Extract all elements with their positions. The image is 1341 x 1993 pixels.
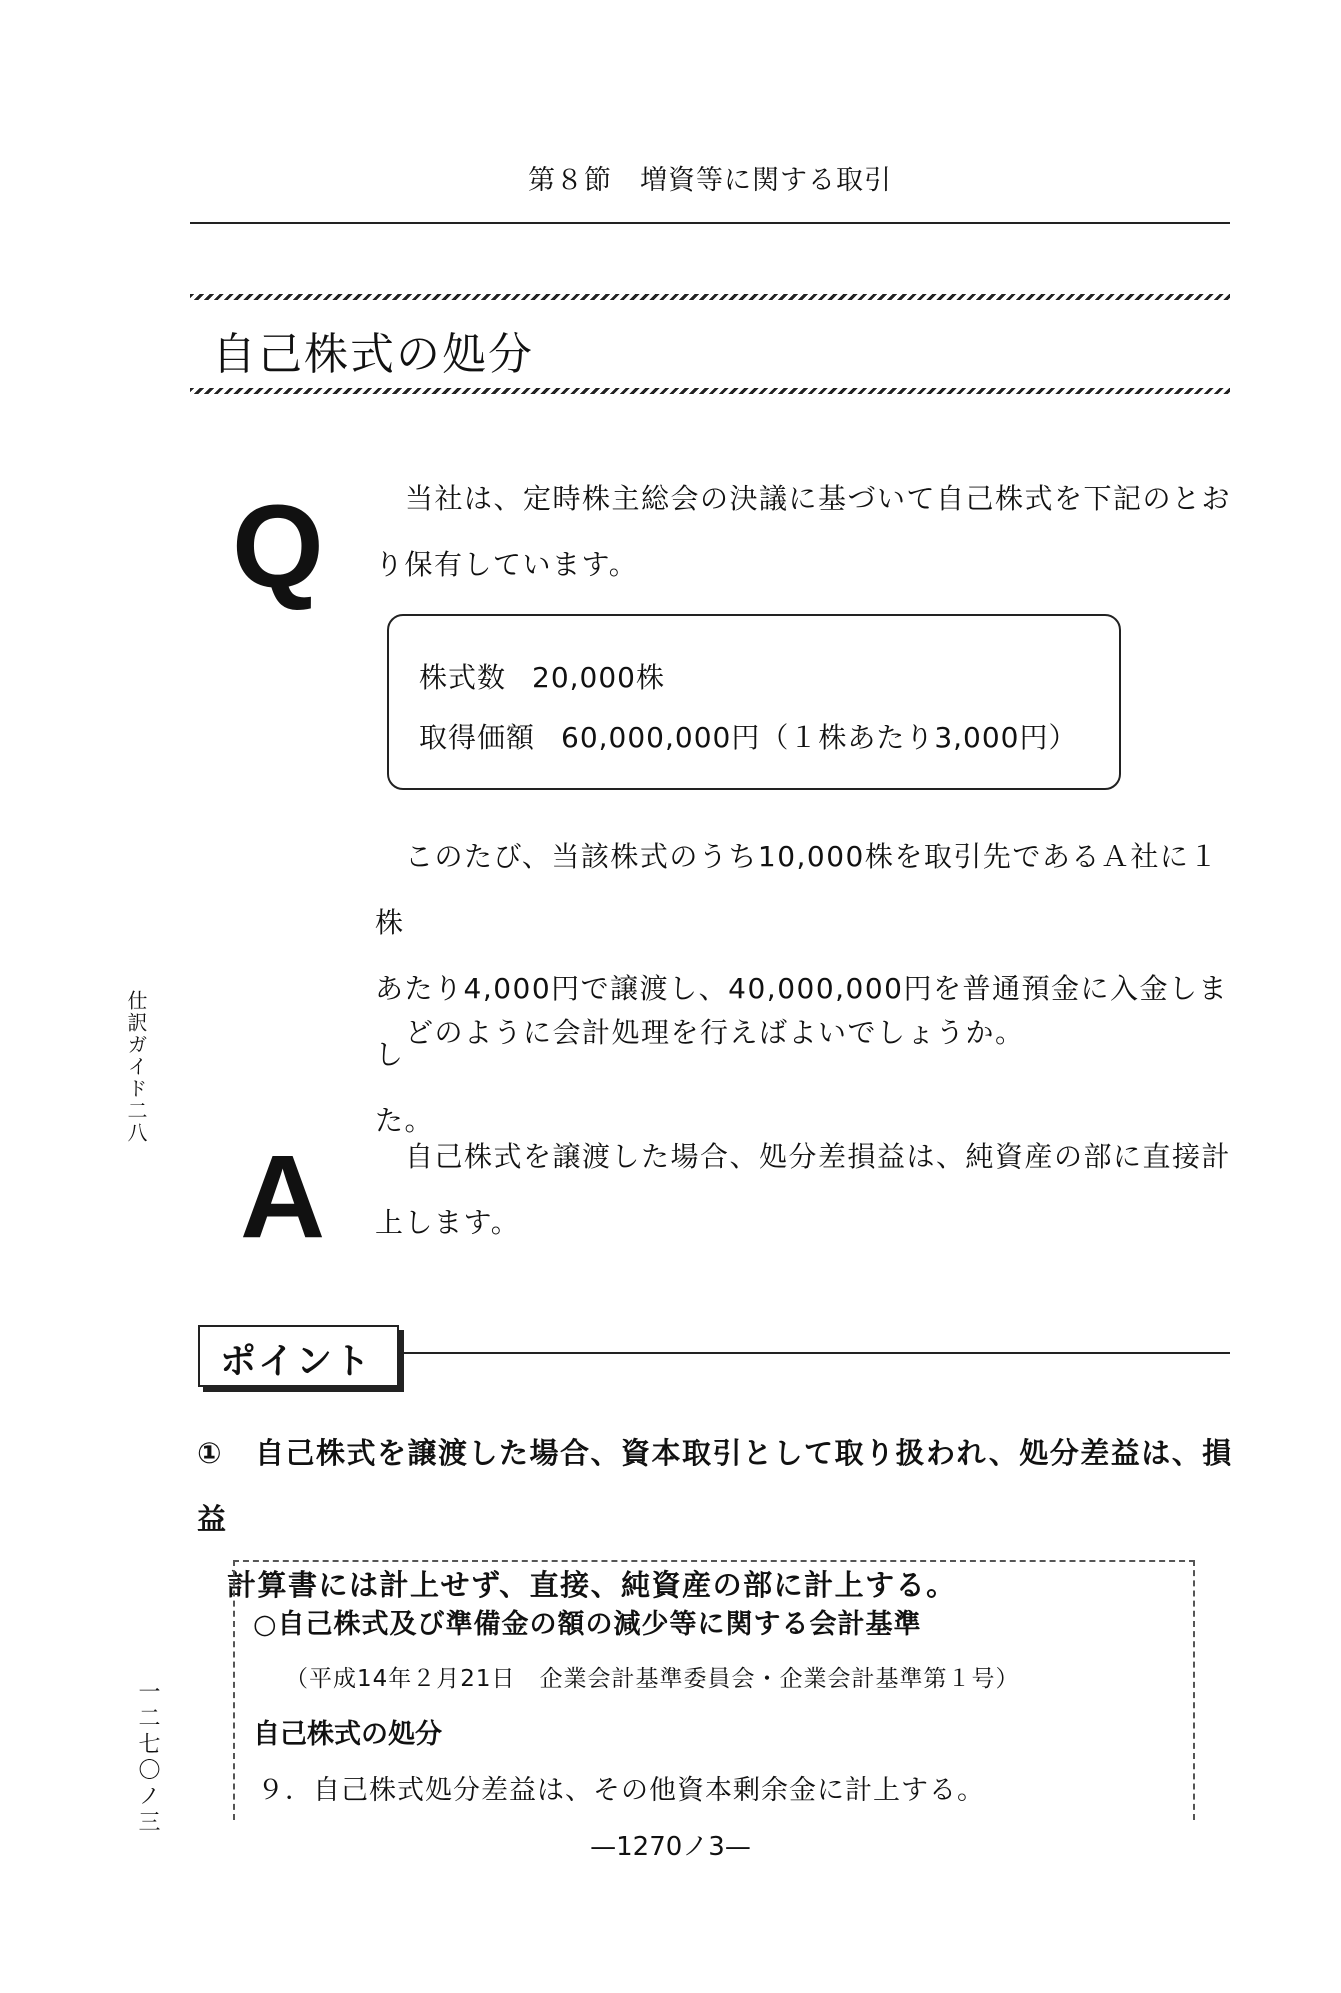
side-book-label: 仕訳ガイド二八 <box>124 990 148 1144</box>
quote-clause: ９．自己株式処分差益は、その他資本剰余金に計上する。 <box>257 1775 985 1806</box>
question-line: どのように会計処理を行えばよいでしょうか。 <box>405 1016 1025 1049</box>
side-page-number: 一二七〇ノ三 <box>135 1680 160 1836</box>
question-line: このたび、当該株式のうち10,000株を取引先であるＡ社に１株 <box>375 840 1219 939</box>
share-count-value: 20,000株 <box>532 661 665 694</box>
question-line: り保有しています。 <box>375 548 639 581</box>
point-number: ① <box>197 1436 224 1470</box>
point-rule <box>400 1352 1230 1354</box>
header-rule <box>190 222 1230 224</box>
answer-line: 自己株式を譲渡した場合、処分差損益は、純資産の部に直接計 <box>405 1140 1232 1173</box>
answer-text <box>375 1124 1235 1256</box>
share-count-label: 株式数 <box>419 661 507 694</box>
standard-quote-box <box>233 1560 1195 1820</box>
point-heading-box <box>198 1325 399 1387</box>
title-border-top <box>190 294 1230 300</box>
question-line: た。 <box>375 1104 435 1137</box>
question-ask <box>375 1000 1235 1066</box>
section-title: 自己株式の処分 <box>212 329 534 380</box>
point-line: 自己株式を譲渡した場合、資本取引として取り扱われ、処分差益は、損益 <box>197 1436 1233 1536</box>
acquisition-cost-row <box>419 716 1078 756</box>
question-intro <box>375 466 1235 598</box>
quote-source: （平成14年２月21日 企業会計基準委員会・企業会計基準第１号） <box>285 1666 1020 1692</box>
quote-title: ○自己株式及び準備金の額の減少等に関する会計基準 <box>253 1609 922 1640</box>
answer-marker: A <box>240 1131 326 1263</box>
acquisition-cost-value: 60,000,000円（１株あたり3,000円） <box>561 721 1078 754</box>
acquisition-cost-label: 取得価額 <box>419 721 536 754</box>
answer-line: 上します。 <box>375 1206 521 1239</box>
question-line: 当社は、定時株主総会の決議に基づいて自己株式を下記のとお <box>405 482 1232 515</box>
point-line: 計算書には計上せず、直接、純資産の部に計上する。 <box>227 1568 957 1602</box>
question-marker: Q <box>232 481 324 613</box>
question-detail <box>375 824 1235 1154</box>
quote-heading: 自己株式の処分 <box>253 1719 442 1750</box>
chapter-header: 第８節 増資等に関する取引 <box>528 165 892 196</box>
page-number: —1270ノ3— <box>590 1832 751 1862</box>
share-count-row <box>419 656 665 696</box>
holding-details-box <box>387 614 1121 790</box>
question-line: あたり4,000円で譲渡し、40,000,000円を普通預金に入金しまし <box>375 972 1228 1071</box>
title-border-bottom <box>190 388 1230 394</box>
point-heading: ポイント <box>220 1341 373 1382</box>
